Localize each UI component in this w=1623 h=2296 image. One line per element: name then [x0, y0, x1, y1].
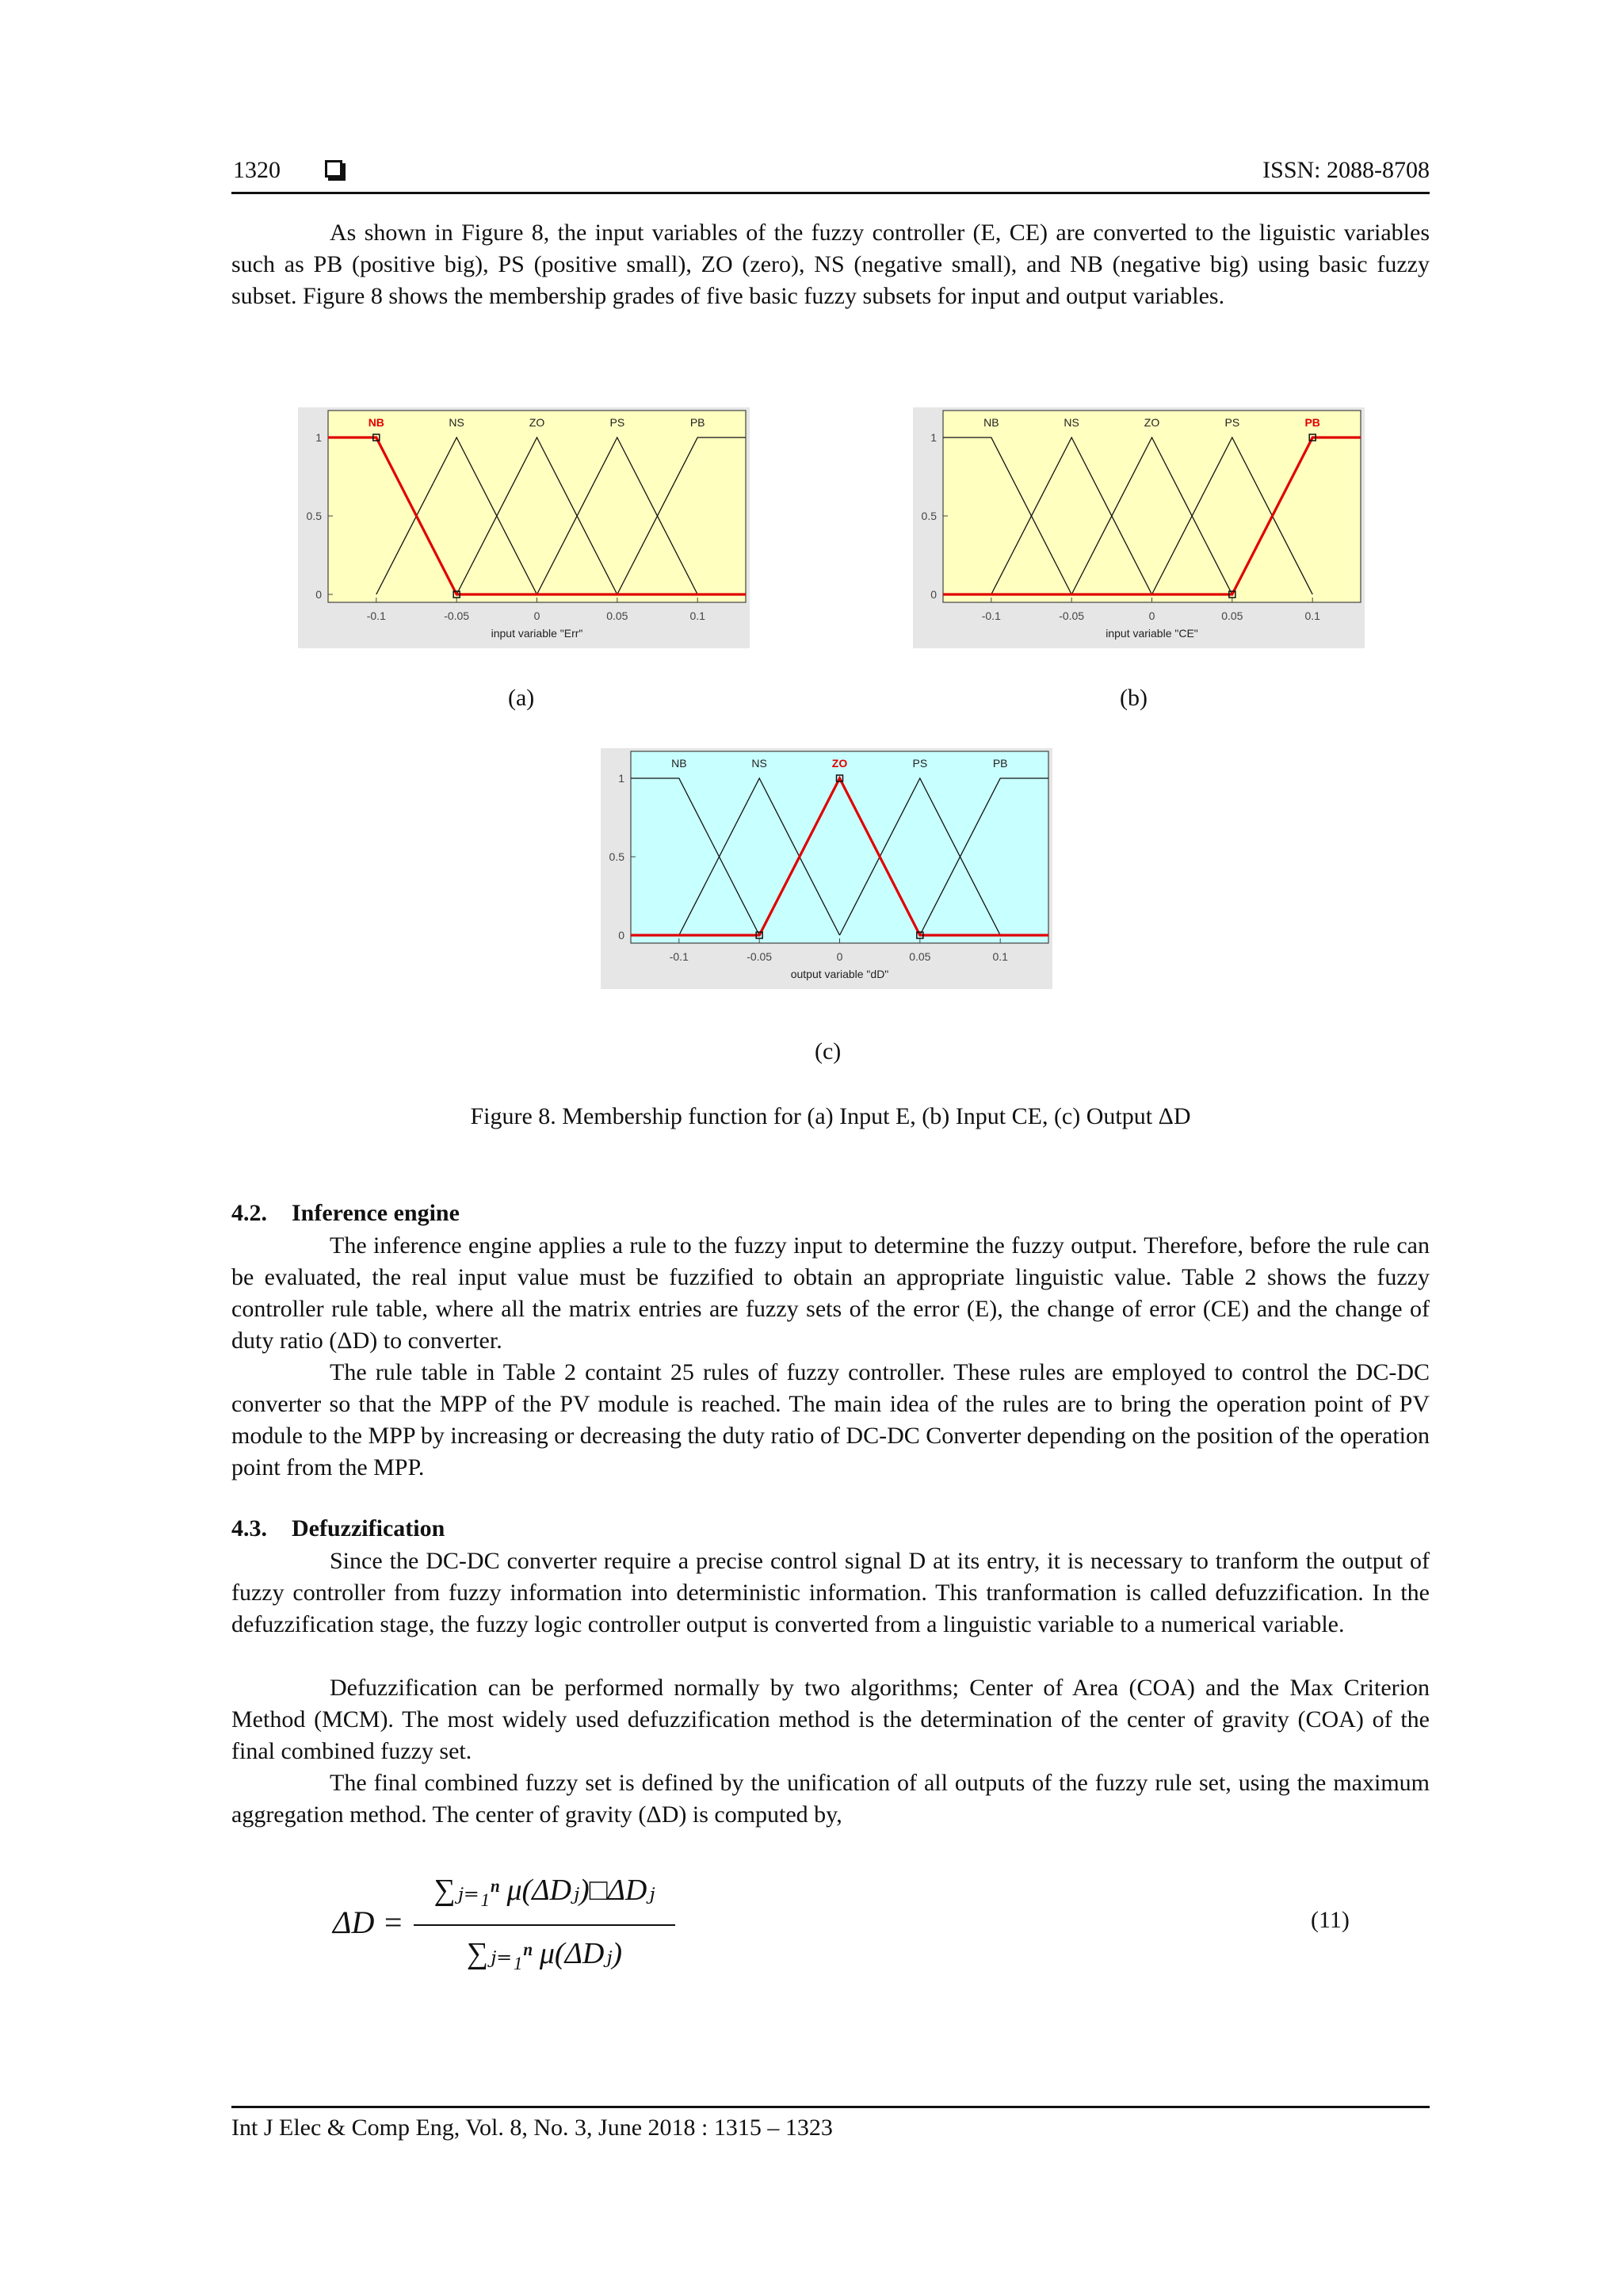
y-tick-label: 0: [930, 588, 937, 601]
series-label-ns: NS: [751, 757, 767, 770]
equation-denominator: ∑ⱼ₌₁ⁿ μ(ΔDⱼ): [466, 1937, 623, 1970]
section-title: Defuzzification: [292, 1515, 445, 1541]
x-tick-label: 0: [836, 950, 843, 963]
x-tick-label: -0.05: [444, 609, 470, 622]
series-label-pb: PB: [992, 757, 1008, 770]
x-tick-label: -0.1: [669, 950, 689, 963]
page-footer: Int J Elec & Comp Eng, Vol. 8, No. 3, June 2018 : 1315 – 1323: [231, 2115, 833, 2141]
membership-chart-b: [913, 407, 1365, 648]
y-tick-label: 1: [930, 431, 937, 444]
x-tick-label: -0.05: [747, 950, 773, 963]
series-label-zo: ZO: [831, 757, 848, 770]
panel-label-b: (b): [1120, 685, 1148, 711]
y-tick-label: 0: [618, 929, 624, 942]
series-label-ns: NS: [1064, 416, 1079, 429]
series-label-nb: NB: [671, 757, 687, 770]
x-tick-label: -0.1: [981, 609, 1001, 622]
y-tick-label: 1: [315, 431, 322, 444]
figure-caption: Figure 8. Membership function for (a) Input E, (b) Input CE, (c) Output ΔD: [470, 1103, 1191, 1129]
chart-svg: [913, 407, 1365, 648]
paragraph-4-3-3: The final combined fuzzy set is defined by the unification of all outputs of the fuzzy rule set, using the maximum aggregation method. The center of gravity (ΔD) is computed by,: [231, 1770, 1430, 1828]
chart-svg: [298, 407, 750, 648]
intro-paragraph: As shown in Figure 8, the input variables of the fuzzy controller (E, CE) are converted to the liguistic variables such as PB (positive big), PS (positive small), ZO (zero), NS (negative small), and NB (negative big) using basic fuzzy subset. Figure 8 shows the membership grades of five basic fuzzy subsets for input and output variables.: [231, 220, 1430, 309]
equation-number: (11): [1311, 1907, 1350, 1933]
plot-area: [943, 411, 1361, 602]
series-label-zo: ZO: [1144, 416, 1160, 429]
panel-label-c: (c): [815, 1038, 842, 1064]
page-number: 1320: [233, 157, 281, 183]
page-header: [231, 154, 1430, 192]
x-tick-label: 0.1: [1304, 609, 1320, 622]
paragraph-4-2-2: The rule table in Table 2 containt 25 rules of fuzzy controller. These rules are employed to control the DC-DC converter so that the MPP of the PV module is reached. The main idea of the rules are to bring the operation point of PV module to the MPP by increasing or decreasing the duty ratio of DC-DC Converter depending on the position of the operation point from the MPP.: [231, 1359, 1430, 1480]
chart-svg: [601, 748, 1052, 989]
x-tick-label: 0.1: [689, 609, 705, 622]
equation-fraction: [414, 1870, 675, 1989]
section-heading-4-3: [231, 1515, 445, 1542]
x-tick-label: 0.1: [992, 950, 1008, 963]
series-label-nb: NB: [368, 416, 384, 429]
section-heading-4-2: [231, 1200, 460, 1227]
equation-numerator: ∑ⱼ₌₁ⁿ μ(ΔDⱼ)□ΔDⱼ: [433, 1874, 655, 1907]
series-label-ps: PS: [912, 757, 928, 770]
series-label-nb: NB: [983, 416, 999, 429]
series-label-ns: NS: [449, 416, 464, 429]
membership-chart-c: [601, 748, 1052, 989]
x-tick-label: 0.05: [606, 609, 628, 622]
paragraph-4-3-2: Defuzzification can be performed normally by two algorithms; Center of Area (COA) and the Max Criterion Method (MCM). The most widely used defuzzification method is the determination of the center of gravity (COA) of the final combined fuzzy set.: [231, 1675, 1430, 1764]
issn: ISSN: 2088-8708: [1262, 157, 1430, 183]
x-tick-label: 0: [533, 609, 540, 622]
plot-area: [328, 411, 746, 602]
box-icon: [325, 160, 342, 178]
section-number: 4.3.: [231, 1515, 267, 1541]
x-axis-label: output variable "dD": [790, 968, 889, 980]
y-tick-label: 0: [315, 588, 322, 601]
y-tick-label: 0.5: [609, 850, 624, 863]
section-number: 4.2.: [231, 1200, 267, 1226]
footer-rule: [231, 2106, 1430, 2108]
x-tick-label: -0.1: [366, 609, 386, 622]
paragraph-4-3-1: Since the DC-DC converter require a precise control signal D at its entry, it is necessary to tranform the output of fuzzy controller from fuzzy information into deterministic information. This tranformation is called defuzzification. In the defuzzification stage, the fuzzy logic controller output is converted from a linguistic variable to a numerical variable.: [231, 1548, 1430, 1637]
series-label-pb: PB: [689, 416, 705, 429]
equation-lhs: ΔD =: [333, 1904, 404, 1940]
x-axis-label: input variable "CE": [1106, 627, 1198, 640]
x-tick-label: 0: [1148, 609, 1155, 622]
membership-chart-a: [298, 407, 750, 648]
y-tick-label: 0.5: [306, 510, 322, 522]
series-label-pb: PB: [1304, 416, 1320, 429]
x-tick-label: 0.05: [909, 950, 931, 963]
x-axis-label: input variable "Err": [491, 627, 583, 640]
header-rule: [231, 192, 1430, 194]
panel-label-a: (a): [508, 685, 535, 711]
paragraph-4-2-1: The inference engine applies a rule to the fuzzy input to determine the fuzzy output. Therefore, before the rule can be evaluated, the real input value must be fuzzified to obtain an appropriate linguistic value. Table 2 shows the fuzzy controller rule table, where all the matrix entries are fuzzy sets of the error (E), the change of error (CE) and the change of duty ratio (ΔD) to converter.: [231, 1232, 1430, 1354]
equation-11: [333, 1870, 1363, 1989]
y-tick-label: 1: [618, 772, 624, 785]
x-tick-label: -0.05: [1059, 609, 1085, 622]
y-tick-label: 0.5: [921, 510, 937, 522]
x-tick-label: 0.05: [1221, 609, 1243, 622]
fraction-bar: [414, 1924, 675, 1926]
series-label-ps: PS: [1224, 416, 1240, 429]
series-label-ps: PS: [609, 416, 625, 429]
section-title: Inference engine: [292, 1200, 460, 1226]
series-label-zo: ZO: [529, 416, 545, 429]
